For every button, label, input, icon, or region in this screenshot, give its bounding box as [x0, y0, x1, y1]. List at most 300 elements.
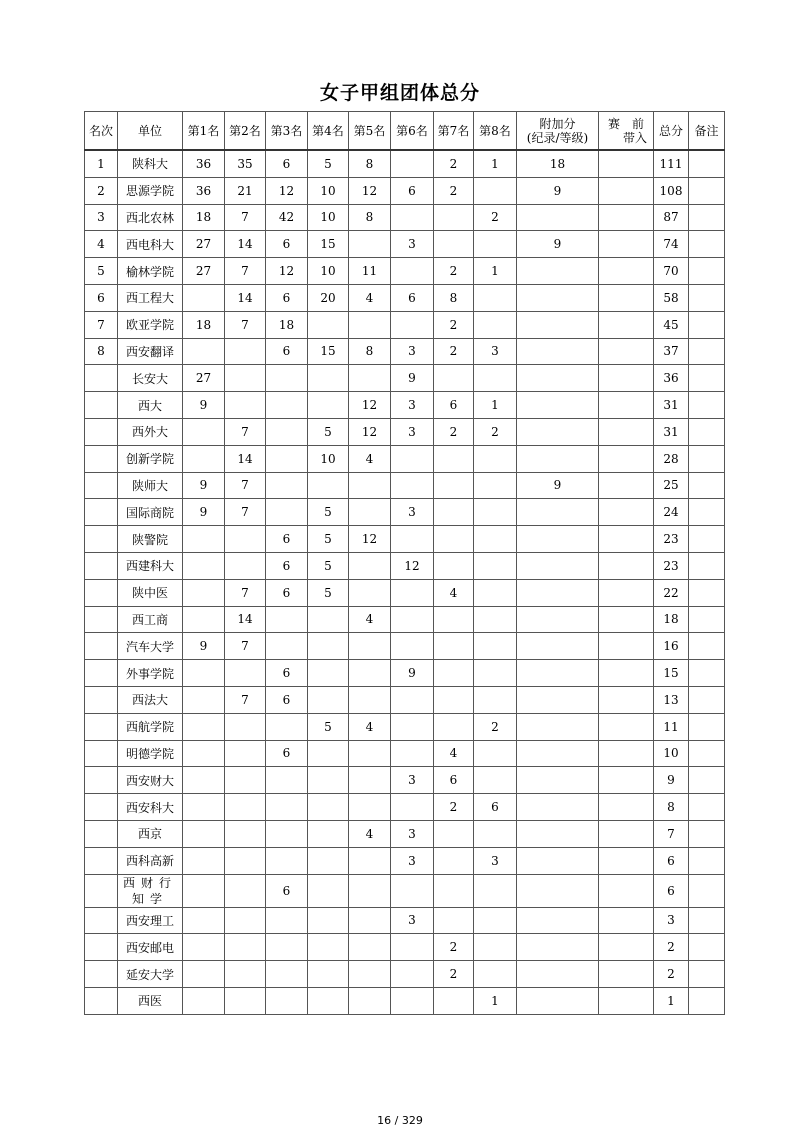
- table-row: [85, 311, 725, 338]
- cell-p3: [266, 961, 308, 988]
- cell-p5: [349, 934, 391, 961]
- cell-total: 31: [654, 392, 689, 419]
- cell-prior: [599, 284, 654, 311]
- table-row: [85, 934, 725, 961]
- cell-bonus: 9: [517, 231, 599, 258]
- cell-p2: 7: [225, 418, 266, 445]
- cell-p3: 18: [266, 311, 308, 338]
- cell-p6: [391, 445, 434, 472]
- cell-p2: [225, 365, 266, 392]
- cell-total: 2: [654, 934, 689, 961]
- cell-p4: [308, 874, 349, 907]
- cell-p5: 4: [349, 445, 391, 472]
- cell-prior: [599, 987, 654, 1014]
- cell-note: [689, 150, 725, 177]
- cell-bonus: [517, 365, 599, 392]
- cell-p5: 12: [349, 177, 391, 204]
- cell-p6: 3: [391, 418, 434, 445]
- cell-p1: [183, 445, 225, 472]
- cell-p4: [308, 633, 349, 660]
- cell-p7: [434, 472, 474, 499]
- header-rank: 名次: [85, 112, 118, 151]
- cell-p1: [183, 820, 225, 847]
- cell-unit: 陕警院: [118, 526, 183, 553]
- cell-p2: 7: [225, 633, 266, 660]
- cell-p1: 9: [183, 392, 225, 419]
- cell-unit: 国际商院: [118, 499, 183, 526]
- cell-unit: 西安财大: [118, 767, 183, 794]
- cell-p3: 6: [266, 579, 308, 606]
- cell-note: [689, 686, 725, 713]
- cell-p8: 1: [474, 258, 517, 285]
- table-row: [85, 820, 725, 847]
- cell-p2: 7: [225, 472, 266, 499]
- cell-bonus: [517, 311, 599, 338]
- cell-total: 108: [654, 177, 689, 204]
- cell-p4: [308, 686, 349, 713]
- cell-bonus: [517, 874, 599, 907]
- header-place-2: 第2名: [225, 112, 266, 151]
- cell-total: 45: [654, 311, 689, 338]
- cell-total: 3: [654, 907, 689, 934]
- cell-rank: [85, 579, 118, 606]
- cell-p6: [391, 579, 434, 606]
- cell-rank: [85, 445, 118, 472]
- cell-note: [689, 847, 725, 874]
- cell-p2: 7: [225, 204, 266, 231]
- cell-bonus: [517, 660, 599, 687]
- cell-p4: [308, 961, 349, 988]
- cell-p4: 5: [308, 713, 349, 740]
- cell-p6: 3: [391, 907, 434, 934]
- header-place-7: 第7名: [434, 112, 474, 151]
- cell-p8: [474, 633, 517, 660]
- cell-p8: [474, 874, 517, 907]
- cell-p8: [474, 311, 517, 338]
- cell-p1: [183, 847, 225, 874]
- cell-p4: 5: [308, 552, 349, 579]
- cell-bonus: [517, 847, 599, 874]
- cell-rank: [85, 874, 118, 907]
- table-row: [85, 552, 725, 579]
- cell-note: [689, 740, 725, 767]
- cell-prior: [599, 820, 654, 847]
- table-row: [85, 365, 725, 392]
- cell-p4: [308, 934, 349, 961]
- cell-prior: [599, 847, 654, 874]
- cell-p7: [434, 231, 474, 258]
- cell-p6: 9: [391, 660, 434, 687]
- cell-prior: [599, 365, 654, 392]
- cell-prior: [599, 961, 654, 988]
- cell-rank: [85, 418, 118, 445]
- cell-rank: [85, 987, 118, 1014]
- cell-note: [689, 365, 725, 392]
- cell-unit: 西建科大: [118, 552, 183, 579]
- cell-p7: [434, 847, 474, 874]
- cell-p7: [434, 987, 474, 1014]
- cell-prior: [599, 579, 654, 606]
- cell-total: 74: [654, 231, 689, 258]
- table-row: [85, 177, 725, 204]
- cell-p3: [266, 987, 308, 1014]
- cell-p3: [266, 606, 308, 633]
- cell-p8: [474, 579, 517, 606]
- cell-rank: [85, 907, 118, 934]
- cell-prior: [599, 606, 654, 633]
- cell-p2: 21: [225, 177, 266, 204]
- cell-note: [689, 934, 725, 961]
- cell-note: [689, 907, 725, 934]
- cell-p3: [266, 365, 308, 392]
- cell-p6: [391, 713, 434, 740]
- cell-note: [689, 177, 725, 204]
- cell-note: [689, 392, 725, 419]
- cell-p5: [349, 794, 391, 821]
- cell-p6: 3: [391, 847, 434, 874]
- table-row: [85, 338, 725, 365]
- cell-p4: 20: [308, 284, 349, 311]
- cell-p3: 6: [266, 740, 308, 767]
- cell-p2: [225, 713, 266, 740]
- cell-prior: [599, 311, 654, 338]
- cell-p1: [183, 934, 225, 961]
- cell-total: 23: [654, 552, 689, 579]
- table-row: [85, 418, 725, 445]
- cell-p7: [434, 526, 474, 553]
- cell-p8: [474, 499, 517, 526]
- cell-p2: [225, 767, 266, 794]
- table-row: [85, 606, 725, 633]
- table-row: [85, 284, 725, 311]
- cell-p1: 18: [183, 311, 225, 338]
- cell-p4: [308, 907, 349, 934]
- cell-p5: 8: [349, 204, 391, 231]
- cell-prior: [599, 934, 654, 961]
- cell-p7: 2: [434, 934, 474, 961]
- cell-p1: [183, 794, 225, 821]
- cell-p8: [474, 472, 517, 499]
- table-row: [85, 987, 725, 1014]
- cell-total: 23: [654, 526, 689, 553]
- cell-note: [689, 231, 725, 258]
- cell-total: 70: [654, 258, 689, 285]
- cell-bonus: [517, 418, 599, 445]
- cell-total: 15: [654, 660, 689, 687]
- cell-rank: [85, 767, 118, 794]
- cell-bonus: [517, 907, 599, 934]
- cell-p2: 35: [225, 150, 266, 177]
- cell-p3: [266, 767, 308, 794]
- cell-p6: [391, 606, 434, 633]
- table-row: [85, 740, 725, 767]
- cell-p4: [308, 392, 349, 419]
- cell-p8: 1: [474, 150, 517, 177]
- cell-p7: [434, 820, 474, 847]
- table-row: [85, 794, 725, 821]
- cell-prior: [599, 258, 654, 285]
- cell-p8: 1: [474, 392, 517, 419]
- cell-p8: [474, 284, 517, 311]
- header-place-4: 第4名: [308, 112, 349, 151]
- cell-p6: [391, 874, 434, 907]
- cell-p4: 15: [308, 231, 349, 258]
- cell-note: [689, 445, 725, 472]
- table-row: [85, 258, 725, 285]
- cell-p1: [183, 987, 225, 1014]
- cell-p3: 6: [266, 284, 308, 311]
- cell-prior: [599, 713, 654, 740]
- cell-p4: [308, 820, 349, 847]
- cell-p6: [391, 987, 434, 1014]
- cell-p1: [183, 686, 225, 713]
- cell-p6: [391, 633, 434, 660]
- cell-total: 111: [654, 150, 689, 177]
- cell-unit: 榆林学院: [118, 258, 183, 285]
- cell-rank: [85, 961, 118, 988]
- cell-p5: 4: [349, 284, 391, 311]
- table-row: [85, 392, 725, 419]
- header-note: 备注: [689, 112, 725, 151]
- cell-rank: 6: [85, 284, 118, 311]
- cell-p5: [349, 660, 391, 687]
- cell-p7: 2: [434, 794, 474, 821]
- cell-rank: [85, 606, 118, 633]
- cell-rank: [85, 820, 118, 847]
- cell-p8: [474, 177, 517, 204]
- cell-unit: 陕科大: [118, 150, 183, 177]
- cell-unit: 汽车大学: [118, 633, 183, 660]
- cell-p5: [349, 686, 391, 713]
- cell-rank: [85, 552, 118, 579]
- cell-prior: [599, 177, 654, 204]
- cell-rank: [85, 713, 118, 740]
- cell-p3: 6: [266, 338, 308, 365]
- cell-p1: [183, 338, 225, 365]
- cell-prior: [599, 499, 654, 526]
- table-row: [85, 713, 725, 740]
- cell-note: [689, 874, 725, 907]
- cell-p8: [474, 961, 517, 988]
- cell-rank: [85, 392, 118, 419]
- cell-rank: 1: [85, 150, 118, 177]
- cell-prior: [599, 418, 654, 445]
- page-title: 女子甲组团体总分: [319, 82, 480, 104]
- cell-rank: [85, 499, 118, 526]
- cell-p7: [434, 874, 474, 907]
- table-row: [85, 499, 725, 526]
- cell-p2: [225, 338, 266, 365]
- cell-p5: [349, 579, 391, 606]
- table-row: [85, 204, 725, 231]
- cell-p5: 12: [349, 392, 391, 419]
- cell-p8: [474, 445, 517, 472]
- cell-p7: 2: [434, 177, 474, 204]
- cell-p7: [434, 606, 474, 633]
- cell-note: [689, 820, 725, 847]
- cell-p4: 10: [308, 177, 349, 204]
- header-place-6: 第6名: [391, 112, 434, 151]
- cell-p7: 6: [434, 392, 474, 419]
- cell-p6: 3: [391, 820, 434, 847]
- cell-prior: [599, 204, 654, 231]
- cell-p6: 12: [391, 552, 434, 579]
- table-row: [85, 907, 725, 934]
- cell-bonus: [517, 392, 599, 419]
- cell-p4: 10: [308, 445, 349, 472]
- cell-rank: [85, 365, 118, 392]
- cell-p8: [474, 740, 517, 767]
- cell-p7: [434, 445, 474, 472]
- cell-note: [689, 258, 725, 285]
- cell-p3: 6: [266, 231, 308, 258]
- cell-p4: 5: [308, 499, 349, 526]
- cell-p8: 3: [474, 338, 517, 365]
- cell-p3: [266, 820, 308, 847]
- cell-p3: 12: [266, 177, 308, 204]
- cell-p2: [225, 794, 266, 821]
- cell-p6: [391, 686, 434, 713]
- cell-p1: [183, 740, 225, 767]
- cell-p7: 2: [434, 961, 474, 988]
- cell-total: 13: [654, 686, 689, 713]
- cell-p6: 3: [391, 767, 434, 794]
- cell-p6: [391, 934, 434, 961]
- cell-p4: 5: [308, 418, 349, 445]
- cell-unit: 西安翻译: [118, 338, 183, 365]
- cell-prior: [599, 633, 654, 660]
- cell-p2: 14: [225, 606, 266, 633]
- cell-p5: [349, 311, 391, 338]
- cell-rank: [85, 660, 118, 687]
- cell-total: 87: [654, 204, 689, 231]
- cell-p5: 4: [349, 820, 391, 847]
- cell-p8: 3: [474, 847, 517, 874]
- cell-p8: [474, 934, 517, 961]
- cell-p5: [349, 907, 391, 934]
- cell-p5: [349, 472, 391, 499]
- cell-unit: 西法大: [118, 686, 183, 713]
- cell-bonus: [517, 713, 599, 740]
- header-bonus-line1: 附加分: [539, 116, 576, 131]
- cell-p6: [391, 961, 434, 988]
- cell-unit: 西科高新: [118, 847, 183, 874]
- cell-unit: 西安邮电: [118, 934, 183, 961]
- cell-p2: 14: [225, 445, 266, 472]
- cell-bonus: [517, 686, 599, 713]
- cell-unit: 西医: [118, 987, 183, 1014]
- cell-p7: [434, 660, 474, 687]
- cell-p3: [266, 392, 308, 419]
- cell-p2: [225, 526, 266, 553]
- cell-p5: [349, 874, 391, 907]
- cell-p1: [183, 713, 225, 740]
- cell-p3: 6: [266, 686, 308, 713]
- cell-bonus: [517, 338, 599, 365]
- cell-p3: [266, 907, 308, 934]
- cell-unit: 西财行知学: [118, 874, 183, 907]
- cell-p2: 7: [225, 686, 266, 713]
- cell-note: [689, 579, 725, 606]
- cell-bonus: [517, 258, 599, 285]
- cell-prior: [599, 794, 654, 821]
- cell-bonus: [517, 499, 599, 526]
- cell-p4: 5: [308, 150, 349, 177]
- cell-p4: 10: [308, 258, 349, 285]
- table-body: [85, 150, 725, 1014]
- cell-p2: 14: [225, 284, 266, 311]
- cell-unit: 西北农林: [118, 204, 183, 231]
- cell-p8: [474, 365, 517, 392]
- cell-note: [689, 526, 725, 553]
- cell-unit: 西外大: [118, 418, 183, 445]
- cell-p4: [308, 365, 349, 392]
- cell-p3: [266, 472, 308, 499]
- cell-unit: 创新学院: [118, 445, 183, 472]
- cell-note: [689, 987, 725, 1014]
- header-place-8: 第8名: [474, 112, 517, 151]
- cell-prior: [599, 338, 654, 365]
- cell-unit: 明德学院: [118, 740, 183, 767]
- cell-p3: 6: [266, 150, 308, 177]
- cell-p4: [308, 660, 349, 687]
- cell-prior: [599, 392, 654, 419]
- cell-p2: [225, 874, 266, 907]
- cell-p8: [474, 767, 517, 794]
- cell-unit: 陕中医: [118, 579, 183, 606]
- cell-prior: [599, 686, 654, 713]
- cell-p2: [225, 907, 266, 934]
- cell-p5: [349, 987, 391, 1014]
- cell-total: 8: [654, 794, 689, 821]
- cell-note: [689, 961, 725, 988]
- header-prior-line2: 带入: [622, 130, 647, 145]
- cell-p8: [474, 660, 517, 687]
- team-score-table: [84, 111, 725, 1015]
- cell-p7: 2: [434, 150, 474, 177]
- cell-p7: [434, 713, 474, 740]
- cell-p7: 2: [434, 311, 474, 338]
- cell-unit: 长安大: [118, 365, 183, 392]
- cell-total: 11: [654, 713, 689, 740]
- cell-p6: [391, 258, 434, 285]
- cell-rank: 8: [85, 338, 118, 365]
- cell-note: [689, 499, 725, 526]
- cell-rank: [85, 526, 118, 553]
- table-row: [85, 231, 725, 258]
- cell-p7: 2: [434, 258, 474, 285]
- header-place-5: 第5名: [349, 112, 391, 151]
- cell-p6: [391, 472, 434, 499]
- cell-p5: [349, 847, 391, 874]
- cell-p4: [308, 847, 349, 874]
- cell-prior: [599, 552, 654, 579]
- cell-bonus: [517, 579, 599, 606]
- cell-p2: [225, 934, 266, 961]
- header-bonus-line2: (纪录/等级): [526, 130, 589, 145]
- cell-p4: [308, 987, 349, 1014]
- cell-bonus: [517, 934, 599, 961]
- cell-p5: [349, 365, 391, 392]
- cell-p7: [434, 204, 474, 231]
- cell-p7: 2: [434, 418, 474, 445]
- cell-rank: [85, 847, 118, 874]
- cell-p3: [266, 847, 308, 874]
- cell-p5: 4: [349, 713, 391, 740]
- table-header-row: [85, 112, 725, 151]
- cell-p6: [391, 740, 434, 767]
- cell-p8: [474, 907, 517, 934]
